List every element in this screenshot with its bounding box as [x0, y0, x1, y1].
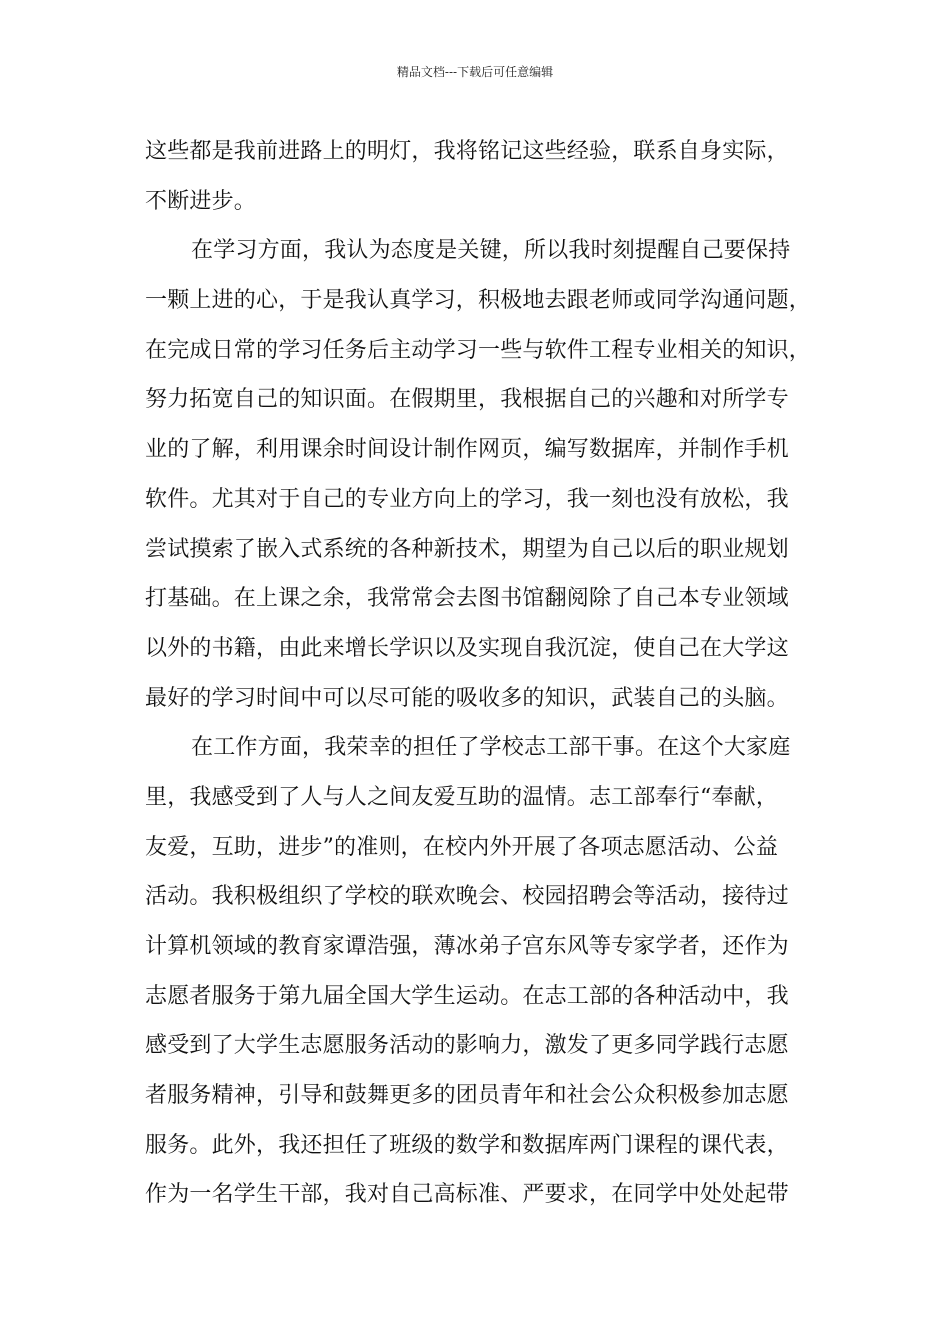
text-line: 尝试摸索了嵌入式系统的各种新技术，期望为自己以后的职业规划	[145, 536, 789, 562]
text-line: 感受到了大学生志愿服务活动的影响力，激发了更多同学践行志愿	[145, 1033, 789, 1059]
page-header: 精品文档---下载后可任意编辑	[396, 65, 554, 79]
text-line: 活动。我积极组织了学校的联欢晚会、校园招聘会等活动，接待过	[145, 884, 789, 910]
text-line: 努力拓宽自己的知识面。在假期里，我根据自己的兴趣和对所学专	[145, 387, 789, 413]
text-line: 在完成日常的学习任务后主动学习一些与软件工程专业相关的知识，	[145, 337, 812, 363]
text-line: 业的了解，利用课余时间设计制作网页，编写数据库，并制作手机	[145, 437, 789, 463]
text-line: 者服务精神，引导和鼓舞更多的团员青年和社会公众积极参加志愿	[145, 1083, 789, 1109]
text-line: 计算机领域的教育家谭浩强，薄冰弟子宫东风等专家学者，还作为	[145, 934, 789, 959]
text-line: 这些都是我前进路上的明灯，我将铭记这些经验，联系自身实际，	[145, 139, 789, 164]
text-line: 友爱，互助，进步”的准则，在校内外开展了各项志愿活动、公益	[145, 834, 779, 860]
text-line: 作为一名学生干部，我对自己高标准、严要求，在同学中处处起带	[145, 1182, 789, 1208]
text-line: 志愿者服务于第九届全国大学生运动。在志工部的各种活动中，我	[145, 983, 789, 1009]
text-line: 以外的书籍，由此来增长学识以及实现自我沉淀，使自己在大学这	[145, 635, 789, 661]
text-line: 里，我感受到了人与人之间友爱互助的温情。志工部奉行“奉献，	[145, 784, 779, 810]
text-line: 一颗上进的心，于是我认真学习，积极地去跟老师或同学沟通问题，	[145, 288, 812, 314]
paragraph-start-line: 在工作方面，我荣幸的担任了学校志工部干事。在这个大家庭	[191, 735, 791, 761]
paragraph-start-line: 在学习方面，我认为态度是关键，所以我时刻提醒自己要保持	[191, 238, 791, 264]
text-line: 不断进步。	[145, 188, 257, 214]
document-body	[145, 127, 817, 1220]
text-line: 打基础。在上课之余，我常常会去图书馆翻阅除了自己本专业领域	[145, 586, 789, 612]
text-line: 最好的学习时间中可以尽可能的吸收多的知识，武装自己的头脑。	[145, 685, 789, 711]
text-line: 服务。此外，我还担任了班级的数学和数据库两门课程的课代表，	[145, 1132, 789, 1158]
text-line: 软件。尤其对于自己的专业方向上的学习，我一刻也没有放松，我	[145, 486, 789, 512]
